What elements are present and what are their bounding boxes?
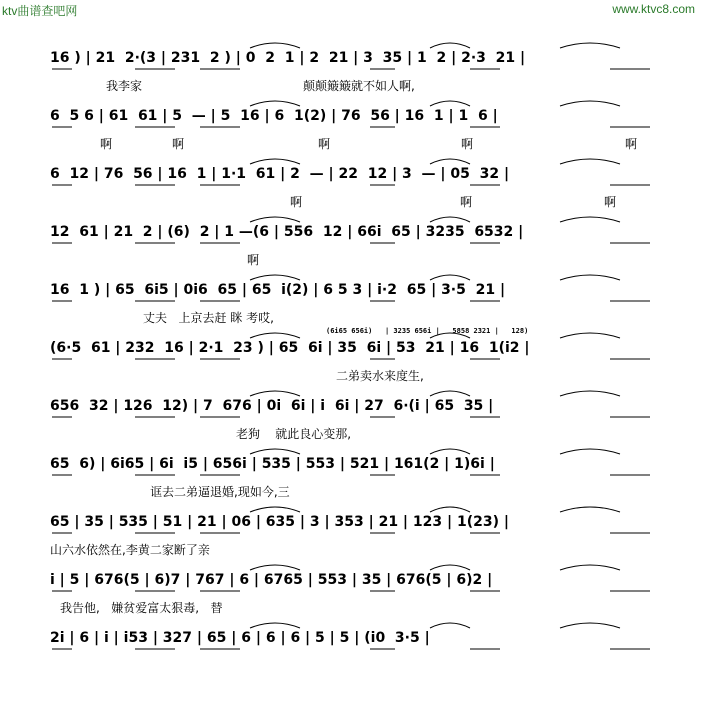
lyric-text: 啊 [461, 137, 474, 151]
slur-arc [430, 565, 470, 570]
slur-arc [250, 275, 300, 280]
slur-arc [250, 449, 300, 454]
slur-arc [430, 159, 470, 164]
slur-arc [250, 43, 300, 48]
lyric-text: 啊 [290, 195, 303, 209]
lyric-text: 啊 [604, 195, 617, 209]
notation-line: 16 1 ) | 65 6i5 | 0i6 65 | 65 i(2) | 6 5 3 | i·2 65 | 3·5 21 | [50, 282, 506, 298]
lyric-text: 啊 [460, 195, 473, 209]
slur-arc [560, 565, 620, 570]
lyric-text: 啊 [625, 137, 638, 151]
lyric-text: 老狗 就此良心变那, [236, 427, 352, 441]
header-right: www.ktvc8.com [612, 2, 695, 16]
slur-arc [250, 507, 300, 512]
notation-line: 656 32 | 126 12) | 7 676 | 0i 6i | i 6i | 27 6·(i | 65 35 | [50, 398, 494, 414]
slur-arc [250, 391, 300, 396]
notation-line: 65 6) | 6i65 | 6i i5 | 656i | 535 | 553 | 521 | 161(2 | 1)6i | [50, 456, 495, 472]
notation-line: 65 | 35 | 535 | 51 | 21 | 06 | 635 | 3 | 353 | 21 | 123 | 1(23) | [50, 514, 510, 530]
slur-arc [430, 43, 470, 48]
slur-arc [430, 449, 470, 454]
lyric-text: 山六水依然在,李黄二家断了亲 [50, 543, 210, 557]
slur-arc [430, 623, 470, 628]
notation-line: (6·5 61 | 232 16 | 2·1 23 ) | 65 6i | 35 6i | 53 21 | 16 1(i2 | [50, 340, 530, 356]
slur-arc [250, 101, 300, 106]
notation-line: 2i | 6 | i | i53 | 327 | 65 | 6 | 6 | 6 | 5 | 5 | (i0 3·5 | [50, 630, 430, 646]
slur-arc [560, 43, 620, 48]
lyric-text: 啊 [247, 253, 260, 267]
lyric-text: 啊 [172, 137, 185, 151]
slur-arc [560, 159, 620, 164]
lyric-text: 啊 [100, 137, 113, 151]
slur-arc [560, 623, 620, 628]
slur-arc [560, 333, 620, 338]
ornament-notes: (6i65 656i) | 3235 656i | 5858 2321 | 128) [326, 327, 529, 335]
lyric-text: 我告他, 嫌贫爱富太狠毒, 替 [60, 601, 223, 615]
notation-line: 12 61 | 21 2 | (6) 2 | 1 —(6 | 556 12 | 66i 65 | 3235 6532 | [50, 224, 524, 240]
slur-arc [430, 507, 470, 512]
slur-arc [250, 565, 300, 570]
lyric-text: 二弟卖水来度生, [336, 369, 424, 383]
slur-arc [250, 623, 300, 628]
lyric-text: 丈夫 上京去赶 眯 考哎, [143, 311, 274, 325]
notation-line: 6 5 6 | 61 61 | 5 — | 5 16 | 6 1(2) | 76 56 | 16 1 | 1 6 | [50, 108, 498, 124]
slur-arc [430, 275, 470, 280]
lyric-text: 啊 [318, 137, 331, 151]
notation-line: i | 5 | 676(5 | 6)7 | 767 | 6 | 6765 | 553 | 35 | 676(5 | 6)2 | [50, 572, 493, 588]
slur-arc [250, 217, 300, 222]
slur-arc [560, 101, 620, 106]
lyric-text: 诓去二弟逼退婚,现如今,三 [150, 485, 290, 499]
lyric-text: 颠颠簸簸就不如人啊, [303, 79, 415, 93]
slur-arc [430, 217, 470, 222]
slur-arc [560, 391, 620, 396]
slur-arc [430, 101, 470, 106]
header-left: ktv曲谱查吧网 [2, 4, 78, 18]
slur-arc [430, 391, 470, 396]
slur-arc [560, 449, 620, 454]
notation-line: 6 12 | 76 56 | 16 1 | 1·1 61 | 2 — | 22 12 | 3 — | 05 32 | [50, 166, 510, 182]
slur-arc [560, 507, 620, 512]
slur-arc [560, 275, 620, 280]
slur-arc [250, 333, 300, 338]
slur-arc [430, 333, 470, 338]
slur-arc [250, 159, 300, 164]
slur-arc [560, 217, 620, 222]
lyric-text: 我李家 [106, 79, 143, 93]
notation-line: 16 ) | 21 2·(3 | 231 2 ) | 0 2 1 | 2 21 | 3 35 | 1 2 | 2·3 21 | [50, 50, 526, 66]
